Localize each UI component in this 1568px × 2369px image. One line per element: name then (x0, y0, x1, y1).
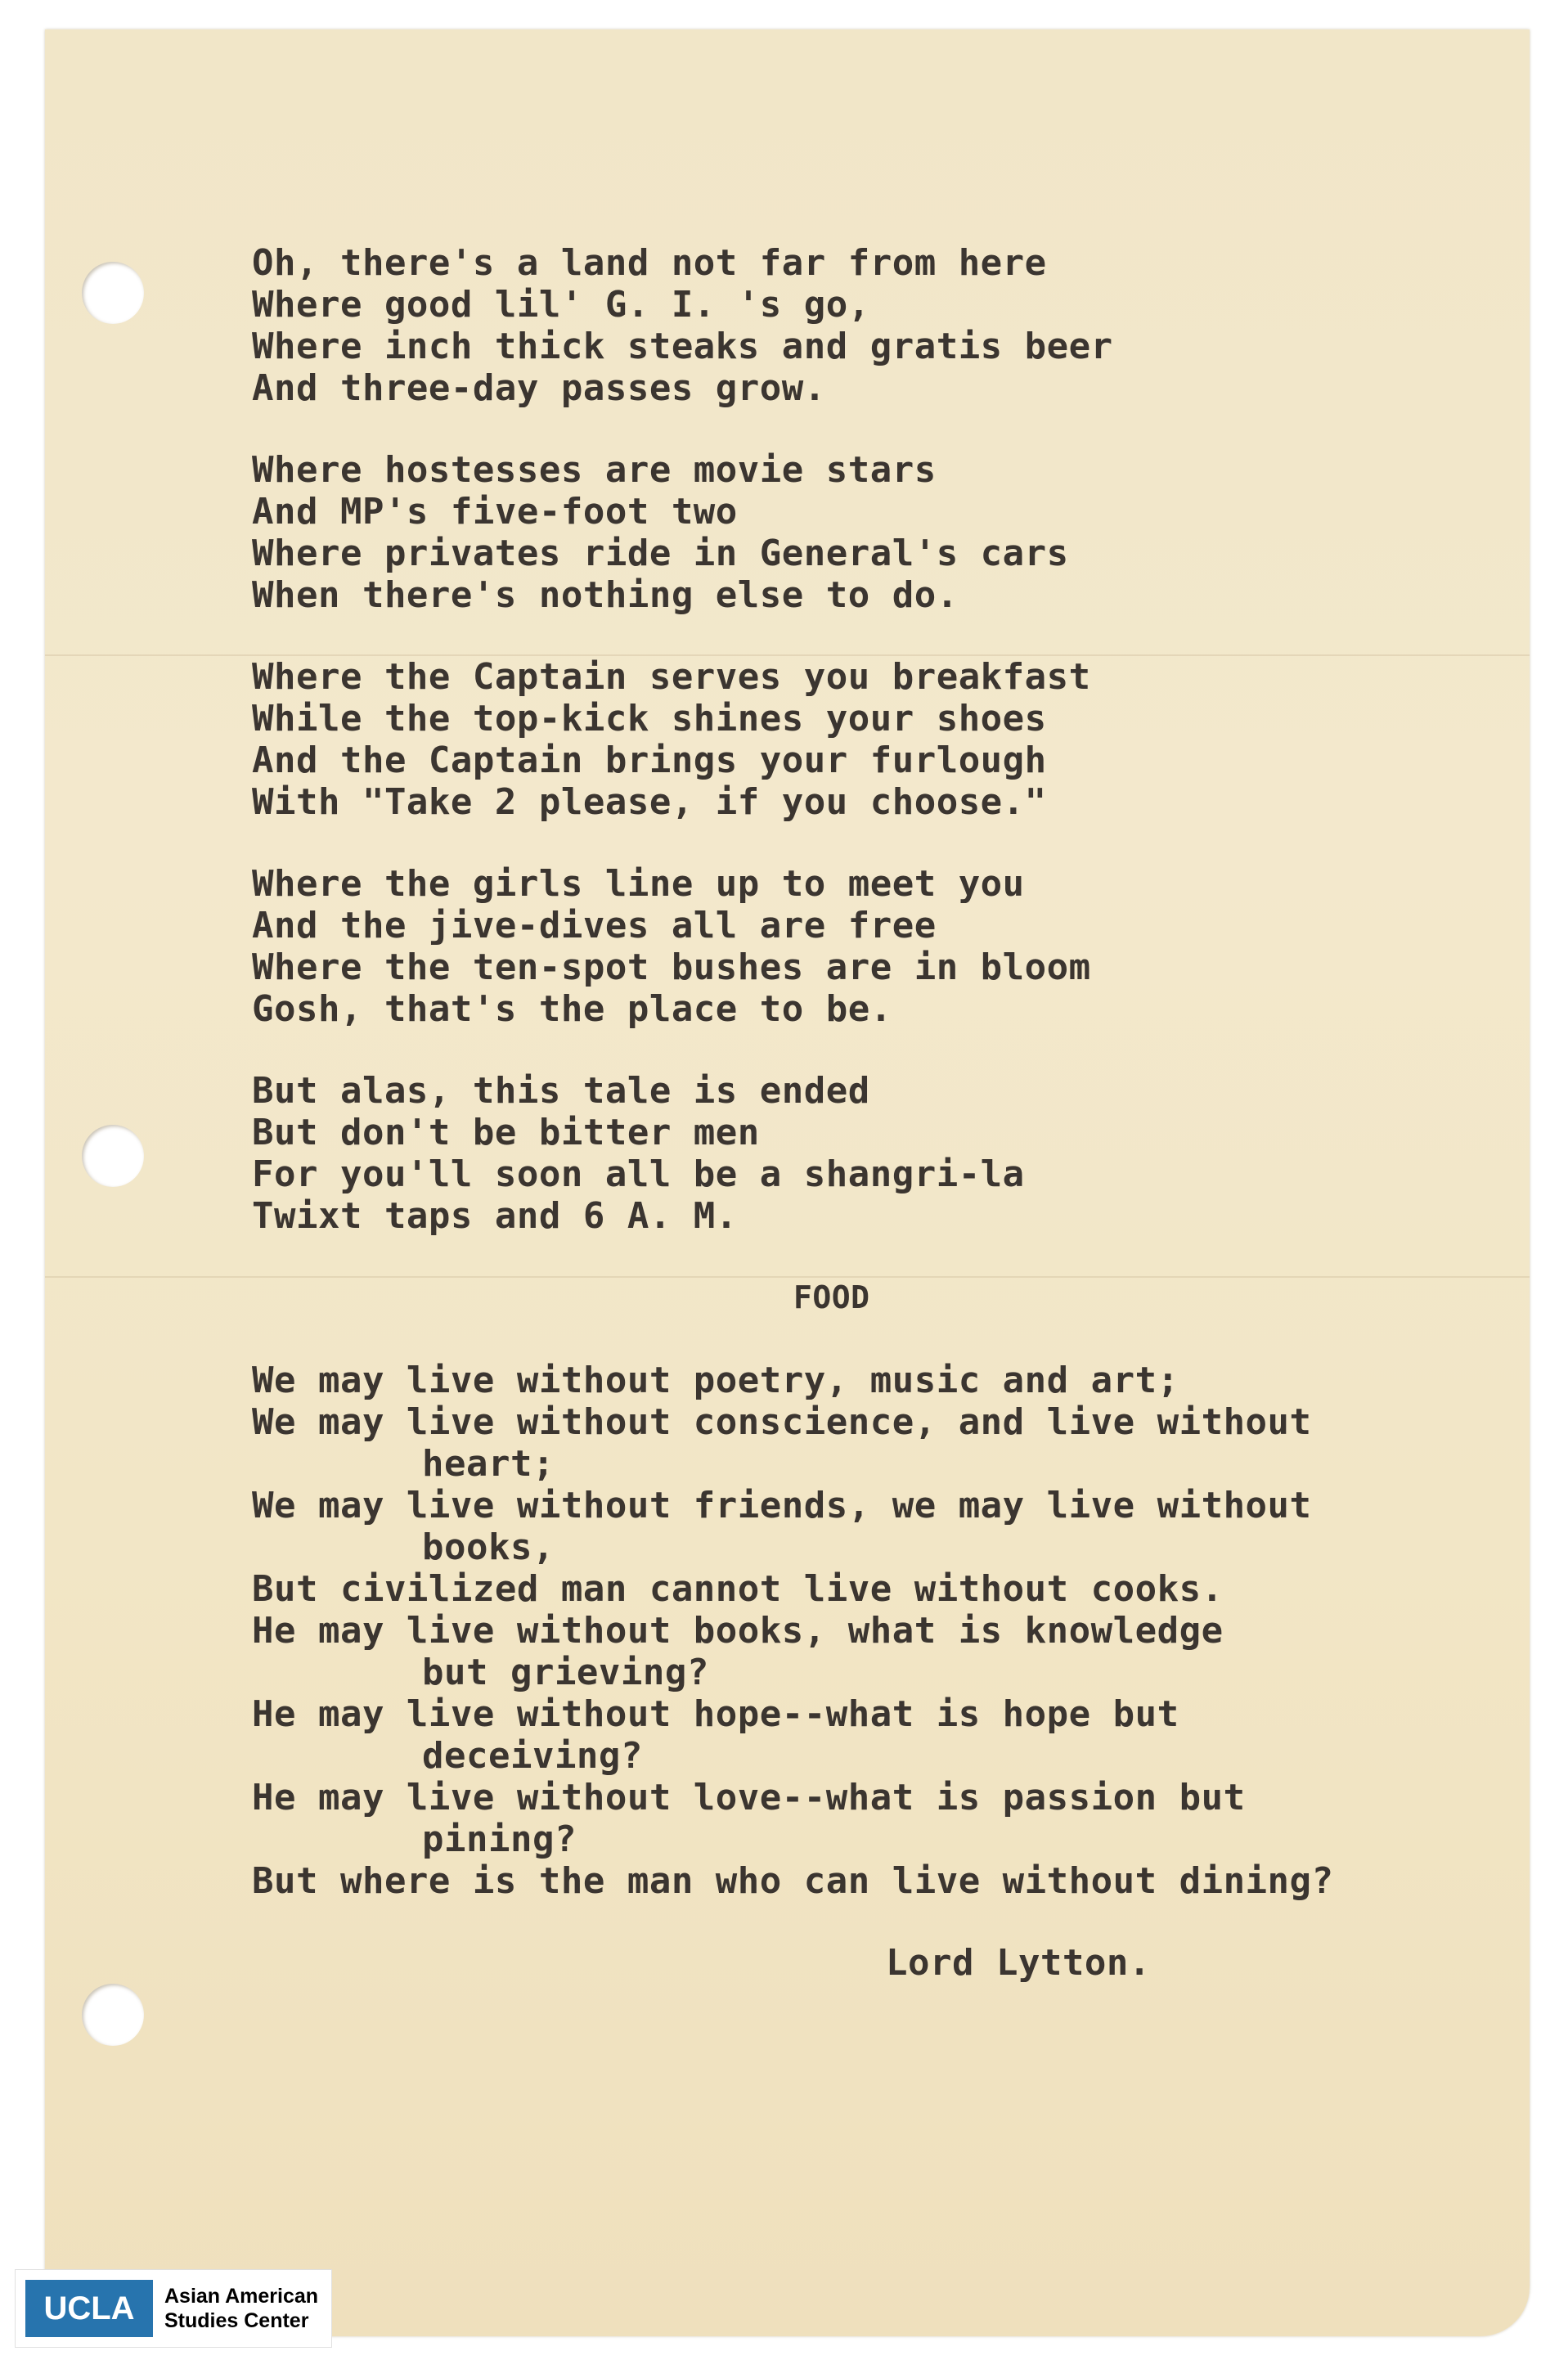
poem-line: But civilized man cannot live without cooks. (252, 1568, 1224, 1610)
poem-line: We may live without poetry, music and art; (252, 1360, 1179, 1401)
poem-line-continuation: deceiving? (422, 1735, 643, 1777)
punch-hole (82, 262, 144, 324)
poem-line: Twixt taps and 6 A. M. (252, 1195, 738, 1237)
logo-line: Studies Center (164, 2309, 309, 2332)
poem-line: With "Take 2 please, if you choose." (252, 781, 1047, 823)
poem-line: Oh, there's a land not far from here (252, 242, 1047, 284)
poem-line: For you'll soon all be a shangri-la (252, 1153, 1025, 1195)
punch-hole (82, 1984, 144, 2046)
poem-line: Where the ten-spot bushes are in bloom (252, 946, 1091, 988)
poem-line: Where inch thick steaks and gratis beer (252, 326, 1113, 367)
poem-line: He may live without hope--what is hope but (252, 1693, 1179, 1735)
stanza (252, 656, 1479, 823)
stanza (252, 242, 1479, 409)
poem-line: And three-day passes grow. (252, 367, 826, 409)
poem-line: He may live without love--what is passion but (252, 1777, 1246, 1818)
poem-line-continuation: but grieving? (422, 1652, 709, 1693)
punch-hole (82, 1125, 144, 1187)
stanza (252, 1070, 1479, 1237)
poem-line: Gosh, that's the place to be. (252, 988, 892, 1030)
poem-line: We may live without conscience, and live without (252, 1401, 1312, 1443)
logo-line: Asian American (164, 2285, 319, 2308)
poem-title: FOOD (793, 1279, 870, 1315)
poem-line: And MP's five-foot two (252, 491, 738, 533)
poem-line: But alas, this tale is ended (252, 1070, 870, 1112)
logo-center-name (164, 2284, 331, 2333)
poem-line: Where the Captain serves you breakfast (252, 656, 1091, 698)
typewritten-text (252, 242, 1479, 1984)
ucla-logo-mark: UCLA (25, 2280, 153, 2337)
poem-line: Where good lil' G. I. 's go, (252, 284, 870, 326)
poem-line: He may live without books, what is knowledge (252, 1610, 1224, 1652)
stanza (252, 863, 1479, 1030)
poem-line: And the Captain brings your furlough (252, 739, 1047, 781)
poem-line: Where the girls line up to meet you (252, 863, 1025, 905)
author-signature: Lord Lytton. (886, 1942, 1151, 1984)
poem-line-continuation: pining? (422, 1818, 577, 1860)
poem-line: But don't be bitter men (252, 1112, 760, 1153)
poem-line: And the jive-dives all are free (252, 905, 937, 946)
poem-line: Where privates ride in General's cars (252, 533, 1069, 574)
stanza (252, 449, 1479, 616)
poem-line: Where hostesses are movie stars (252, 449, 937, 491)
poem-line: When there's nothing else to do. (252, 574, 959, 616)
poem-line: We may live without friends, we may live without (252, 1485, 1312, 1526)
poem-line: But where is the man who can live without dining? (252, 1860, 1334, 1902)
poem-line-continuation: books, (422, 1526, 555, 1568)
poem-line: While the top-kick shines your shoes (252, 698, 1047, 739)
poem-line-continuation: heart; (422, 1443, 555, 1485)
ucla-aasc-logo (15, 2269, 332, 2348)
